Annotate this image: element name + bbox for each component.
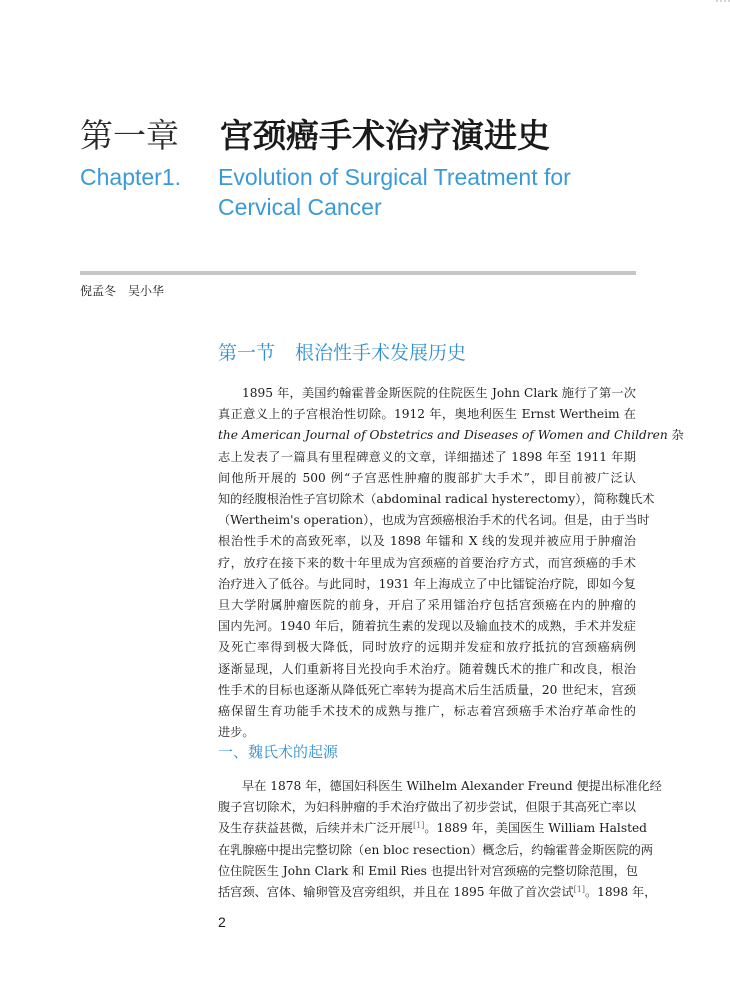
chapter-number-en: Chapter1. <box>80 164 182 190</box>
text-line: 间他所开展的 500 例“子宫恶性肿瘤的腹部扩大手术”，即目前被广泛认 <box>218 470 636 485</box>
text-line: 进步。 <box>218 725 255 740</box>
text-fragment: 。1898 年， <box>584 885 657 900</box>
corner-crop-mark <box>716 0 730 6</box>
text-line: 知的经腹根治性子宫切除术（abdominal radical hysterectomy），简称魏氏术 <box>218 492 655 507</box>
authors: 倪孟冬 吴小华 <box>80 284 165 298</box>
text-line: 及死亡率得到极大降低，同时放疗的远期并发症和放疗抵抗的宫颈癌病例 <box>218 640 636 655</box>
text-line: 早在 1878 年，德国妇科医生 Wilhelm Alexander Freund 便提出标准化经 <box>242 779 662 793</box>
text-fragment: 及生存获益甚微，后续并未广泛开展 <box>218 821 413 836</box>
text-line <box>218 425 684 446</box>
text-line: 癌保留生育功能手术技术的成熟与推广，标志着宫颈癌手术治疗革命性的 <box>218 704 636 719</box>
text-line <box>218 882 657 903</box>
text-line: 在乳腺癌中提出完整切除（en bloc resection）概念后，约翰霍普金斯医院的两 <box>218 842 654 857</box>
text-line: 真正意义上的子宫根治性切除。1912 年，奥地利医生 Ernst Wertheim 在 <box>218 407 636 422</box>
citation-ref[interactable]: [1] <box>573 885 585 895</box>
journal-title: the American Journal of Obstetrics and Diseases of Women and Children <box>218 428 668 443</box>
paragraph-2 <box>218 776 662 903</box>
subsection-heading: 一、魏氏术的起源 <box>218 743 339 761</box>
chapter-number-cn: 第一章 <box>80 116 179 155</box>
chapter-divider <box>80 271 636 275</box>
section-heading <box>218 340 466 366</box>
paragraph-1 <box>218 383 684 743</box>
text-line: 旦大学附属肿瘤医院的前身，开启了采用镭治疗包括宫颈癌在内的肿瘤的 <box>218 598 636 613</box>
text-line: 治疗进入了低谷。与此同时，1931 年上海成立了中比镭锭治疗院，即如今复 <box>218 576 636 591</box>
text-line: 1895 年，美国约翰霍普金斯医院的住院医生 John Clark 施行了第一次 <box>242 386 636 400</box>
text-line <box>218 818 647 839</box>
text-line: 位住院医生 John Clark 和 Emil Ries 也提出针对宫颈癌的完整切除范围，包 <box>218 863 638 878</box>
text-line: 根治性手术的高致死率，以及 1898 年镭和 X 线的发现并被应用于肿瘤治 <box>218 534 636 549</box>
text-line: （Wertheim's operation），也成为宫颈癌根治手术的代名词。但是，由于当时 <box>218 513 650 528</box>
chapter-title-cn: 宫颈癌手术治疗演进史 <box>220 116 550 155</box>
text-fragment: 杂 <box>667 428 684 443</box>
chapter-heading-cn <box>80 116 550 156</box>
page-number: 2 <box>218 914 226 930</box>
text-line: 国内先河。1940 年后，随着抗生素的发现以及输血技术的成熟，手术并发症 <box>218 619 636 634</box>
section-number: 第一节 <box>218 342 276 364</box>
section-title: 根治性手术发展历史 <box>295 342 467 364</box>
chapter-title-en: Evolution of Surgical Treatment for Cervical Cancer <box>218 164 571 220</box>
text-fragment: 。1889 年，美国医生 William Halsted <box>424 821 647 836</box>
text-line: 性手术的目标也逐渐从降低死亡率转为提高术后生活质量，20 世纪末，宫颈 <box>218 682 636 697</box>
citation-ref[interactable]: [1] <box>413 821 425 831</box>
text-fragment: 括宫颈、宫体、输卵管及宫旁组织，并且在 1895 年做了首次尝试 <box>218 885 574 900</box>
text-line: 疗，放疗在接下来的数十年里成为宫颈癌的首要治疗方式，而宫颈癌的手术 <box>218 555 636 570</box>
text-line: 志上发表了一篇具有里程碑意义的文章，详细描述了 1898 年至 1911 年期 <box>218 449 636 464</box>
text-line: 逐渐显现，人们重新将目光投向手术治疗。随着魏氏术的推广和改良，根治 <box>218 661 636 676</box>
text-line: 腹子宫切除术，为妇科肿瘤的手术治疗做出了初步尝试，但限于其高死亡率以 <box>218 800 636 815</box>
